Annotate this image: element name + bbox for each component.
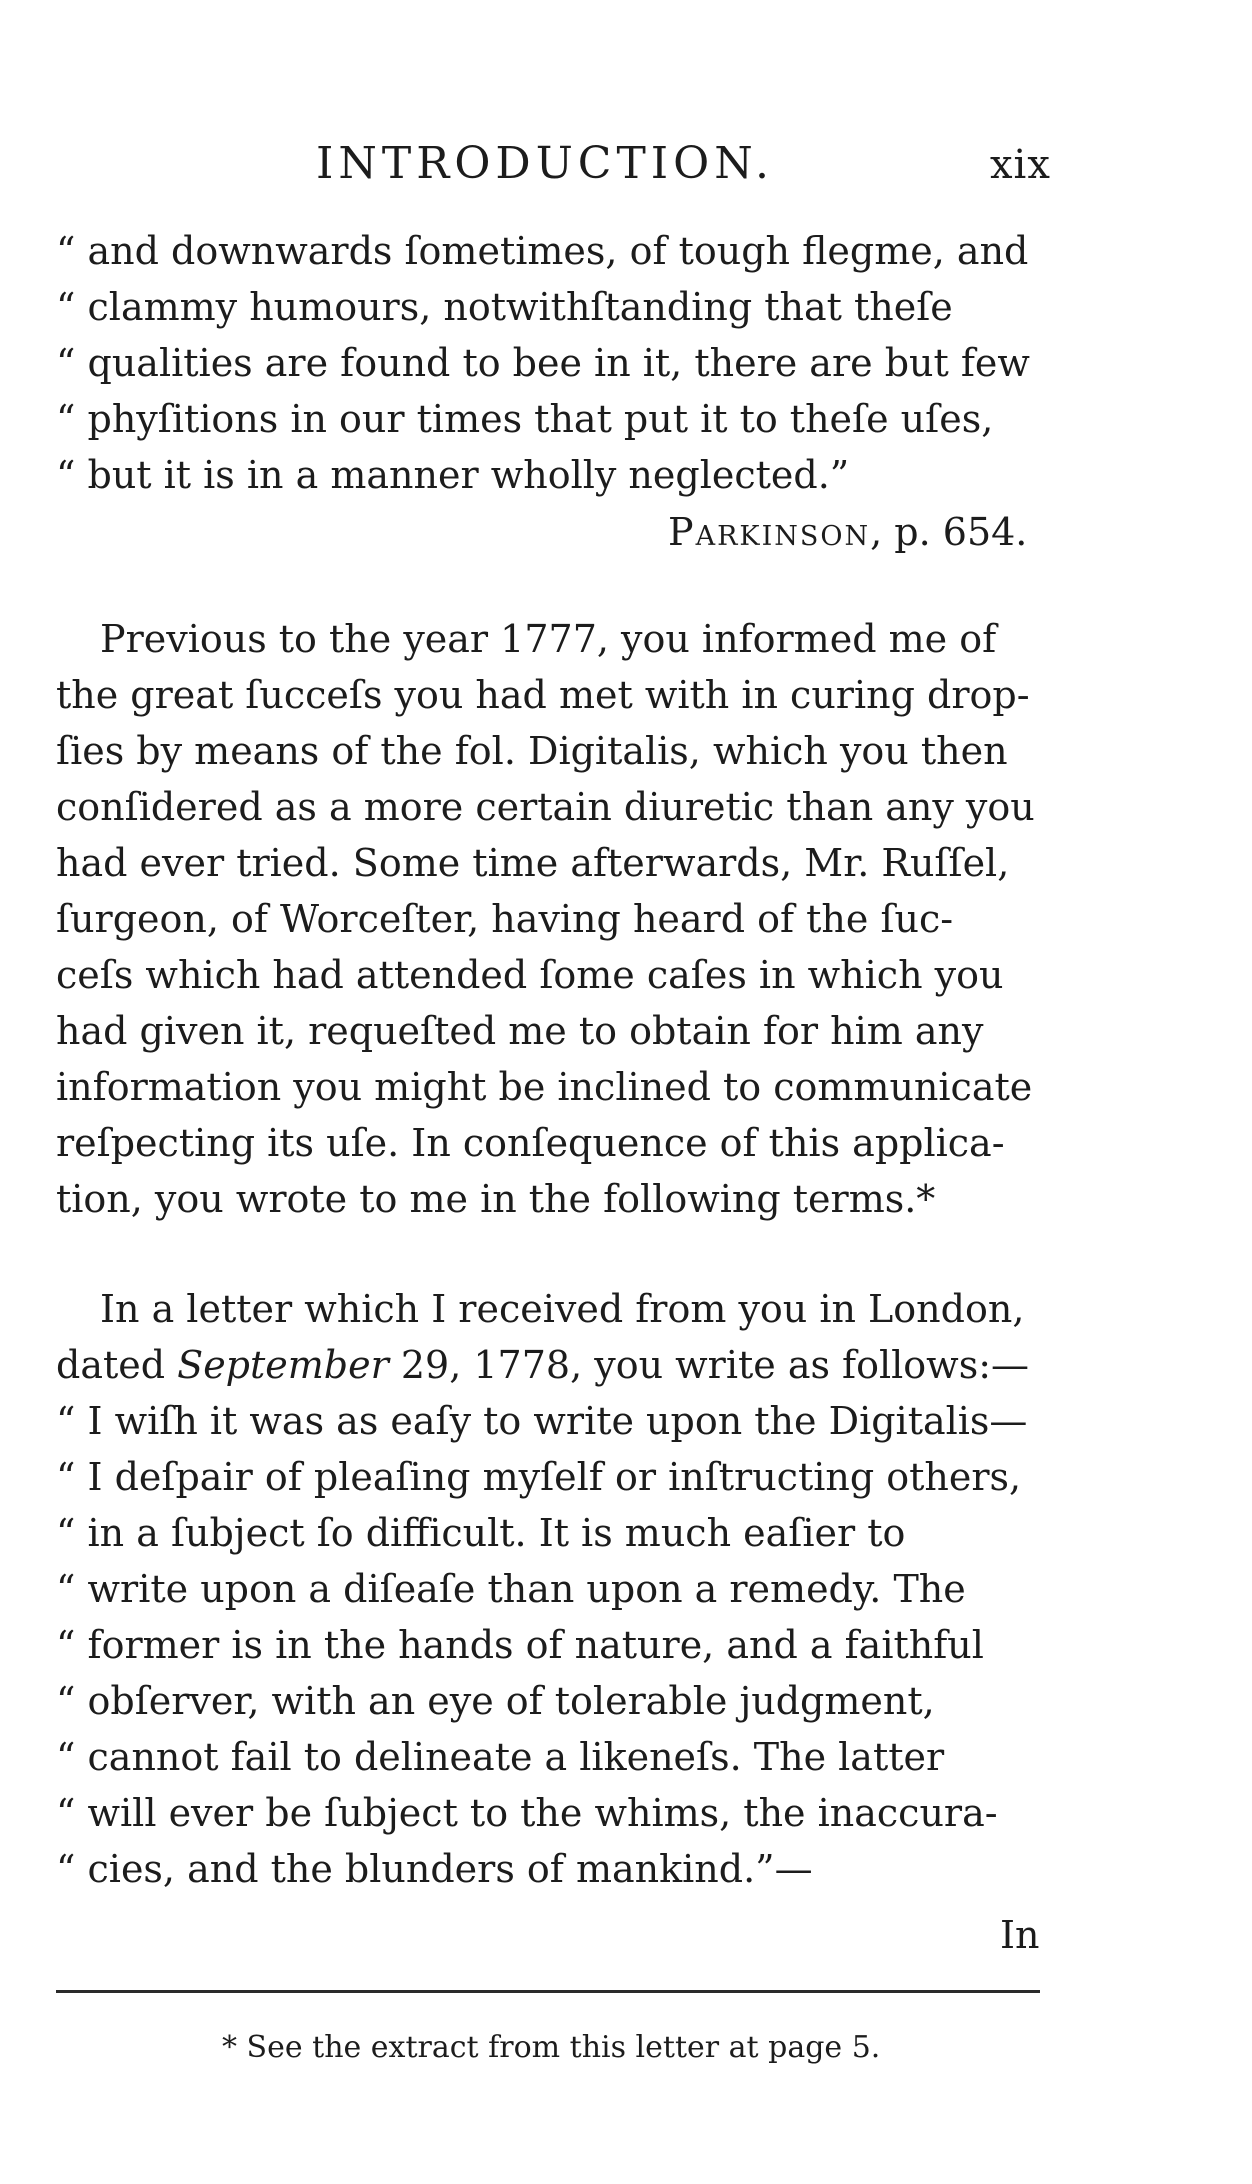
paragraph-line: had given it, requeſted me to obtain for him any (56, 1009, 984, 1053)
paragraph-line: ſies by means of the fol. Digitalis, which you then (56, 729, 1008, 773)
paragraph-line: had ever tried. Some time afterwards, Mr. Ruſſel, (56, 841, 1010, 885)
date-suffix: 29, 1778, you write as follows:— (388, 1343, 1030, 1387)
quote-line: “ cannot fail to delineate a likeneſs. The latter (56, 1735, 945, 1779)
attribution-name: Parkinson (668, 510, 871, 554)
paragraph-line: conſidered as a more certain diuretic than any you (56, 785, 1035, 829)
attribution (668, 510, 1027, 554)
paragraph-line (56, 1343, 1030, 1387)
paragraph-line: ceſs which had attended ſome caſes in which you (56, 953, 1004, 997)
quote-line: “ clammy humours, notwithſtanding that theſe (56, 285, 953, 329)
paragraph-line: In a letter which I received from you in London, (100, 1287, 1025, 1331)
quote-line: “ former is in the hands of nature, and a faithful (56, 1623, 984, 1667)
footnote-rule (56, 1990, 1040, 1993)
paragraph-line: Previous to the year 1777, you informed me of (100, 617, 997, 661)
page-number: xix (990, 142, 1051, 188)
paragraph-line: tion, you wrote to me in the following terms.* (56, 1177, 936, 1221)
quote-line: “ I deſpair of pleaſing myſelf or inſtructing others, (56, 1455, 1022, 1499)
catchword: In (1000, 1913, 1040, 1957)
date-prefix: dated (56, 1343, 178, 1387)
quote-line: “ qualities are found to bee in it, there are but few (56, 341, 1030, 385)
footnote: * See the extract from this letter at page 5. (222, 2030, 881, 2065)
paragraph-line: reſpecting its uſe. In conſequence of this applica- (56, 1121, 1005, 1165)
attribution-page: , p. 654. (870, 510, 1028, 554)
paragraph-line: information you might be inclined to communicate (56, 1065, 1033, 1109)
date-month: September (177, 1343, 389, 1387)
quote-line: “ but it is in a manner wholly neglected.” (56, 453, 850, 497)
quote-line: “ I wiſh it was as eaſy to write upon the Digitalis— (56, 1399, 1028, 1443)
quote-line: “ in a ſubject ſo difficult. It is much eaſier to (56, 1511, 906, 1555)
quote-line: “ cies, and the blunders of mankind.”— (56, 1847, 813, 1891)
quote-line: “ phyſitions in our times that put it to theſe uſes, (56, 397, 994, 441)
quote-line: “ will ever be ſubject to the whims, the inaccura- (56, 1791, 998, 1835)
quote-line: “ and downwards ſometimes, of tough flegme, and (56, 229, 1029, 273)
running-head: INTRODUCTION. (316, 138, 774, 189)
quote-line: “ write upon a diſeaſe than upon a remedy. The (56, 1567, 966, 1611)
paragraph-line: ſurgeon, of Worceſter, having heard of the ſuc- (56, 897, 954, 941)
quote-line: “ obſerver, with an eye of tolerable judgment, (56, 1679, 935, 1723)
paragraph-line: the great ſucceſs you had met with in curing drop- (56, 673, 1030, 717)
